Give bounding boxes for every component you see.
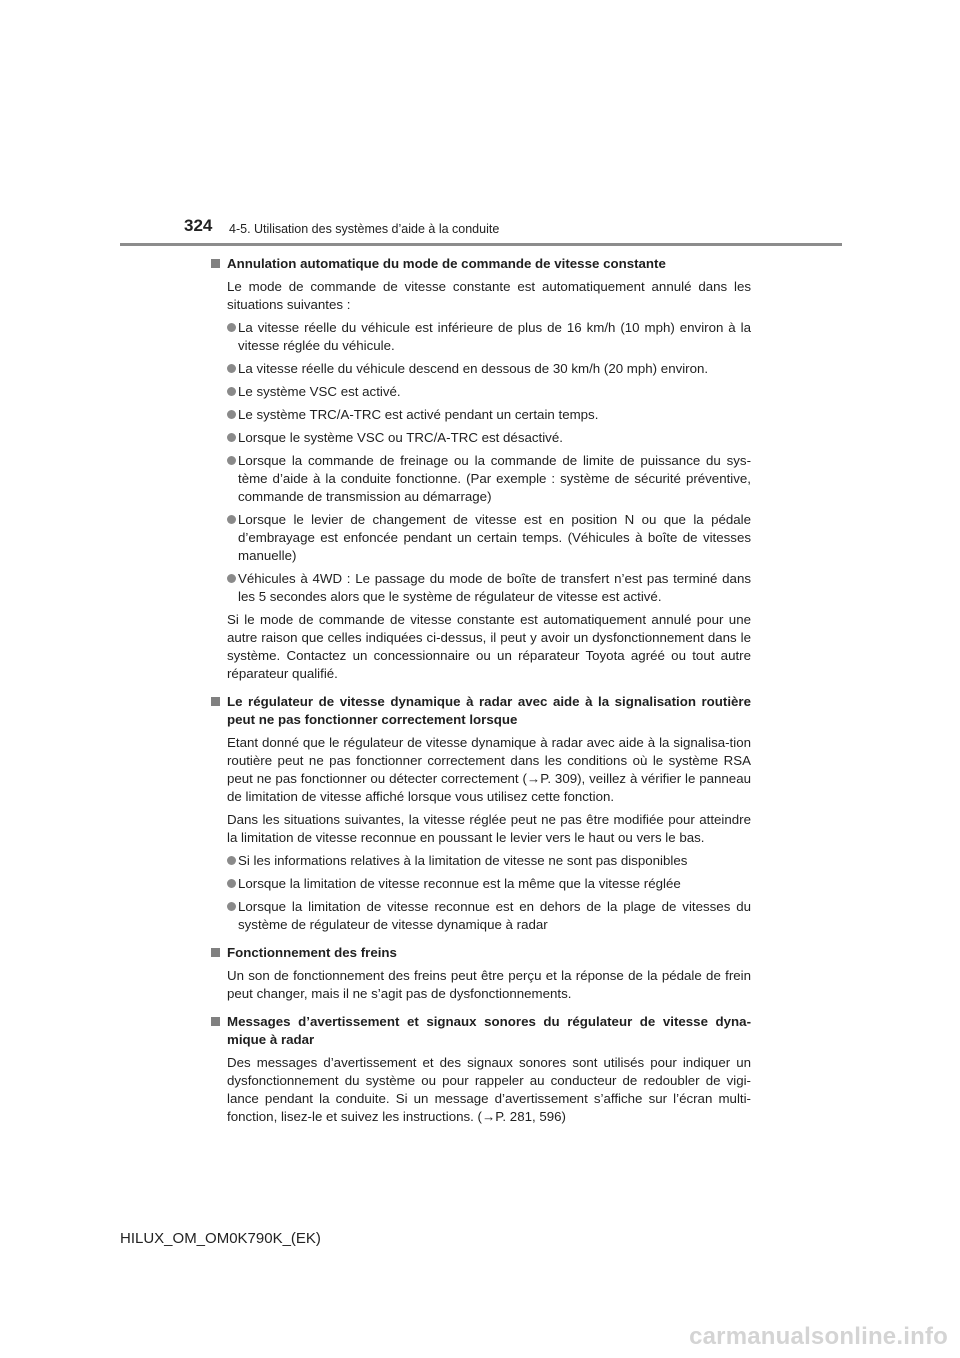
paragraph: Dans les situations suivantes, la vitesse réglée peut ne pas être modifiée pour atteindre la limitation de vitesse reconnue en poussant le levier vers le haut ou vers le bas.	[227, 812, 751, 845]
bullet-text: La vitesse réelle du véhicule est inférieure de plus de 16 km/h (10 mph) environ à la vitesse réglée du véhicule.	[238, 320, 751, 353]
bullet-circle-icon	[227, 456, 236, 465]
watermark-link[interactable]: carmanualsonline.info	[689, 1323, 948, 1350]
bullet-circle-icon	[227, 364, 236, 373]
bullet-item	[227, 875, 751, 893]
bullet-circle-icon	[227, 879, 236, 888]
bullet-text: Véhicules à 4WD : Le passage du mode de boîte de transfert n’est pas terminé dans les 5 secondes alors que le système de régulateur de vitesse est activé.	[238, 571, 751, 604]
section-square-icon	[211, 697, 220, 706]
bullet-item	[227, 429, 751, 447]
section-title: Fonctionnement des freins	[227, 945, 397, 960]
bullet-circle-icon	[227, 574, 236, 583]
bullet-circle-icon	[227, 410, 236, 419]
section-title: Messages d’avertissement et signaux sonores du régulateur de vitesse dyna-mique à radar	[227, 1014, 751, 1047]
bullet-item	[227, 570, 751, 606]
document-code: HILUX_OM_OM0K790K_(EK)	[120, 1230, 321, 1247]
bullet-text: Le système TRC/A-TRC est activé pendant un certain temps.	[238, 407, 599, 422]
section-title: Annulation automatique du mode de commande de vitesse constante	[227, 256, 666, 271]
bullet-circle-icon	[227, 433, 236, 442]
bullet-item	[227, 383, 751, 401]
bullet-text: La vitesse réelle du véhicule descend en dessous de 30 km/h (20 mph) environ.	[238, 361, 709, 376]
bullet-text: Lorsque la limitation de vitesse reconnue est la même que la vitesse réglée	[238, 876, 681, 891]
section-square-icon	[211, 1017, 220, 1026]
bullet-item	[227, 852, 751, 870]
section-square-icon	[211, 259, 220, 268]
bullet-item	[227, 511, 751, 565]
bullet-circle-icon	[227, 902, 236, 911]
section	[211, 693, 751, 934]
bullet-circle-icon	[227, 515, 236, 524]
bullet-text: Le système VSC est activé.	[238, 384, 401, 399]
bullet-item	[227, 319, 751, 355]
bullet-circle-icon	[227, 387, 236, 396]
bullet-text: Lorsque la commande de freinage ou la commande de limite de puissance du sys-tème d’aide à la conduite fonctionne. (Par exemple : système de sécurité préventive, commande de transmission au démarrage)	[238, 453, 751, 504]
section	[211, 944, 751, 1003]
bullet-text: Lorsque le système VSC ou TRC/A-TRC est désactivé.	[238, 430, 563, 445]
paragraph: Le mode de commande de vitesse constante est automatiquement annulé dans les situations suivantes :	[227, 279, 751, 312]
paragraph: Etant donné que le régulateur de vitesse dynamique à radar avec aide à la signalisa-tion routière peut ne pas fonctionner correctement dans les conditions où le système RSA peut ne pas fonctionner ou détecter correctement (→P. 309), veillez à vérifier le panneau de limitation de vitesse affiché lorsque vous utilisez cette fonction.	[227, 735, 751, 804]
bullet-item	[227, 898, 751, 934]
section	[211, 1013, 751, 1126]
bullet-circle-icon	[227, 323, 236, 332]
section-title: Le régulateur de vitesse dynamique à radar avec aide à la signalisation routière peut ne pas fonctionner correctement lorsque	[227, 694, 751, 727]
section	[211, 255, 751, 683]
bullet-item	[227, 452, 751, 506]
paragraph: Si le mode de commande de vitesse constante est automatiquement annulé pour une autre raison que celles indiquées ci-dessus, il peut y avoir un dysfonctionnement dans le système. Contactez un concessionnaire ou un réparateur Toyota agréé ou tout autre réparateur qualifié.	[227, 612, 751, 681]
chapter-title: 4-5. Utilisation des systèmes d’aide à la conduite	[229, 222, 500, 236]
section-square-icon	[211, 948, 220, 957]
bullet-text: Lorsque la limitation de vitesse reconnue est en dehors de la plage de vitesses du système de régulateur de vitesse dynamique à radar	[238, 899, 751, 932]
page-number: 324	[184, 216, 213, 235]
bullet-circle-icon	[227, 856, 236, 865]
paragraph: Des messages d’avertissement et des signaux sonores sont utilisés pour indiquer un dysfonctionnement du système ou pour rappeler au conducteur de redoubler de vigi-lance pendant la conduite. Si un message d’avertissement s’affiche sur l’écran multi-fonction, lisez-le et suivez les instructions. (→P. 281, 596)	[227, 1055, 751, 1124]
paragraph: Un son de fonctionnement des freins peut être perçu et la réponse de la pédale de frein peut changer, mais il ne s’agit pas de dysfonctionnements.	[227, 968, 751, 1001]
bullet-text: Lorsque le levier de changement de vitesse est en position N ou que la pédale d’embrayage est enfoncée pendant un certain temps. (Véhicules à boîte de vitesses manuelle)	[238, 512, 751, 563]
header-rule	[120, 243, 842, 246]
bullet-item	[227, 406, 751, 424]
main-content	[211, 255, 751, 1136]
bullet-item	[227, 360, 751, 378]
bullet-text: Si les informations relatives à la limitation de vitesse ne sont pas disponibles	[238, 853, 688, 868]
